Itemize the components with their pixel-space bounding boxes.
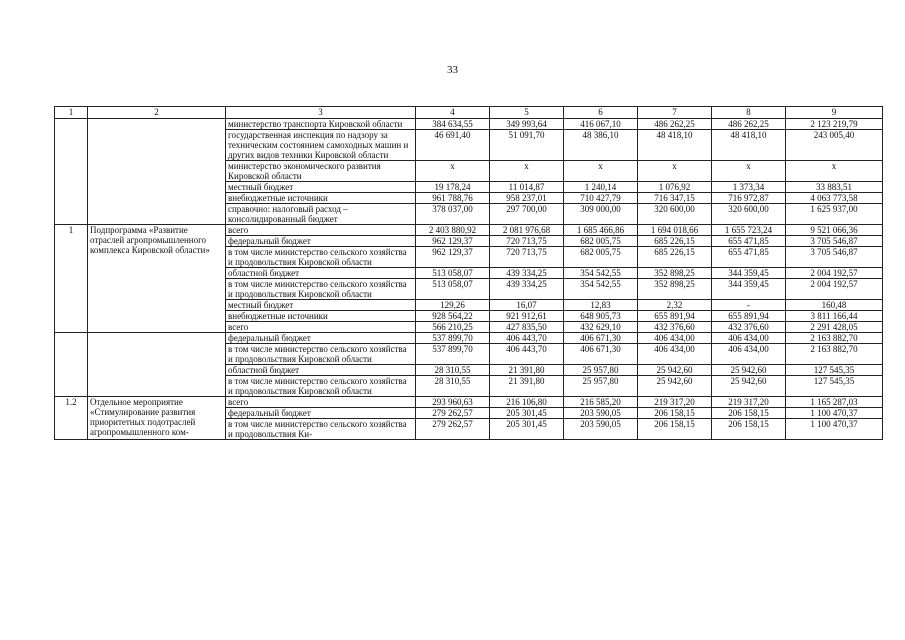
amount-cell: 3 811 166,44	[786, 311, 883, 322]
amount-cell: 344 359,45	[712, 268, 786, 279]
amount-cell: 219 317,20	[712, 397, 786, 408]
page-number: 33	[447, 64, 458, 76]
header-cell: 2	[88, 107, 226, 119]
funding-source-cell: внебюджетные источники	[226, 193, 416, 204]
amount-cell: 25 957,80	[564, 376, 638, 397]
funding-source-cell: местный бюджет	[226, 300, 416, 311]
amount-cell: 279 262,57	[416, 408, 490, 419]
amount-cell: 2 291 428,05	[786, 322, 883, 333]
amount-cell: 682 005,75	[564, 236, 638, 247]
amount-cell: 2 163 882,70	[786, 333, 883, 344]
amount-cell: 21 391,80	[490, 376, 564, 397]
amount-cell: 203 590,05	[564, 419, 638, 440]
amount-cell: 432 629,10	[564, 322, 638, 333]
funding-source-cell: федеральный бюджет	[226, 236, 416, 247]
amount-cell: 2 403 880,92	[416, 225, 490, 236]
amount-cell: 439 334,25	[490, 268, 564, 279]
funding-source-cell: в том числе министерство сельского хозяйства и продовольствия Кировской области	[226, 247, 416, 268]
budget-table	[54, 106, 883, 440]
amount-cell: 406 671,30	[564, 344, 638, 365]
amount-cell: 1 655 723,24	[712, 225, 786, 236]
amount-cell: 432 376,60	[712, 322, 786, 333]
header-cell: 6	[564, 107, 638, 119]
header-cell: 9	[786, 107, 883, 119]
amount-cell: 21 391,80	[490, 365, 564, 376]
row-number-cell	[55, 119, 88, 225]
amount-cell: 352 898,25	[638, 268, 712, 279]
amount-cell: 354 542,55	[564, 279, 638, 300]
program-name-cell	[88, 119, 226, 225]
funding-source-cell: областной бюджет	[226, 268, 416, 279]
amount-cell: 1 165 287,03	[786, 397, 883, 408]
amount-cell: 720 713,75	[490, 236, 564, 247]
amount-cell: 710 427,79	[564, 193, 638, 204]
amount-cell: 46 691,40	[416, 130, 490, 161]
amount-cell: 51 091,70	[490, 130, 564, 161]
amount-cell: 1 685 466,86	[564, 225, 638, 236]
amount-cell: 537 899,70	[416, 333, 490, 344]
amount-cell: 25 957,80	[564, 365, 638, 376]
amount-cell: 9 521 066,36	[786, 225, 883, 236]
amount-cell: 216 585,20	[564, 397, 638, 408]
amount-cell: 19 178,24	[416, 182, 490, 193]
amount-cell: 486 262,25	[712, 119, 786, 130]
funding-source-cell: министерство экономического развития Кировской области	[226, 161, 416, 182]
table-row	[55, 333, 883, 344]
amount-cell: х	[638, 161, 712, 182]
amount-cell: 406 434,00	[638, 344, 712, 365]
amount-cell: 349 993,64	[490, 119, 564, 130]
amount-cell: 566 210,25	[416, 322, 490, 333]
table-row	[55, 397, 883, 408]
amount-cell: -	[712, 300, 786, 311]
funding-source-cell: местный бюджет	[226, 182, 416, 193]
funding-source-cell: государственная инспекция по надзору за техническим состоянием самоходных машин и других видов техники Кировской области	[226, 130, 416, 161]
row-number-cell	[55, 333, 88, 397]
amount-cell: 2 081 976,68	[490, 225, 564, 236]
amount-cell: 716 347,15	[638, 193, 712, 204]
amount-cell: 127 545,35	[786, 365, 883, 376]
amount-cell: х	[564, 161, 638, 182]
amount-cell: 406 434,00	[638, 333, 712, 344]
amount-cell: 537 899,70	[416, 344, 490, 365]
funding-source-cell: областной бюджет	[226, 365, 416, 376]
amount-cell: 416 067,10	[564, 119, 638, 130]
amount-cell: 48 418,10	[638, 130, 712, 161]
amount-cell: 2,32	[638, 300, 712, 311]
amount-cell: 655 471,85	[712, 247, 786, 268]
amount-cell: 1 373,34	[712, 182, 786, 193]
header-cell: 4	[416, 107, 490, 119]
amount-cell: 205 301,45	[490, 408, 564, 419]
program-name-cell	[88, 333, 226, 397]
row-number-cell: 1.2	[55, 397, 88, 440]
amount-cell: 3 705 546,87	[786, 247, 883, 268]
amount-cell: 279 262,57	[416, 419, 490, 440]
header-cell: 5	[490, 107, 564, 119]
amount-cell: 406 671,30	[564, 333, 638, 344]
amount-cell: 320 600,00	[712, 204, 786, 225]
amount-cell: 129,26	[416, 300, 490, 311]
amount-cell: 406 443,70	[490, 333, 564, 344]
amount-cell: 297 700,00	[490, 204, 564, 225]
amount-cell: 685 226,15	[638, 247, 712, 268]
amount-cell: 439 334,25	[490, 279, 564, 300]
amount-cell: 33 883,51	[786, 182, 883, 193]
amount-cell: х	[712, 161, 786, 182]
table-body	[55, 119, 883, 440]
amount-cell: 1 625 937,00	[786, 204, 883, 225]
row-number-cell: 1	[55, 225, 88, 333]
amount-cell: 513 058,07	[416, 268, 490, 279]
amount-cell: 28 310,55	[416, 365, 490, 376]
funding-source-cell: министерство транспорта Кировской области	[226, 119, 416, 130]
amount-cell: 406 434,00	[712, 333, 786, 344]
funding-source-cell: в том числе министерство сельского хозяйства и продовольствия Ки-	[226, 419, 416, 440]
header-cell: 3	[226, 107, 416, 119]
amount-cell: 2 004 192,57	[786, 279, 883, 300]
amount-cell: 720 713,75	[490, 247, 564, 268]
amount-cell: 432 376,60	[638, 322, 712, 333]
amount-cell: 219 317,20	[638, 397, 712, 408]
funding-source-cell: внебюджетные источники	[226, 311, 416, 322]
amount-cell: 716 972,87	[712, 193, 786, 204]
amount-cell: 48 386,10	[564, 130, 638, 161]
amount-cell: 1 100 470,37	[786, 408, 883, 419]
amount-cell: 127 545,35	[786, 376, 883, 397]
amount-cell: 48 418,10	[712, 130, 786, 161]
program-name-cell: Отдельное мероприятие «Стимулирование развития приоритетных подотраслей агропромышленного ком-	[88, 397, 226, 440]
amount-cell: 1 100 470,37	[786, 419, 883, 440]
amount-cell: 378 037,00	[416, 204, 490, 225]
amount-cell: 486 262,25	[638, 119, 712, 130]
amount-cell: 206 158,15	[712, 408, 786, 419]
amount-cell: 320 600,00	[638, 204, 712, 225]
amount-cell: 1 076,92	[638, 182, 712, 193]
amount-cell: 384 634,55	[416, 119, 490, 130]
funding-source-cell: в том числе министерство сельского хозяйства и продовольствия Кировской области	[226, 376, 416, 397]
funding-source-cell: федеральный бюджет	[226, 408, 416, 419]
table-row	[55, 119, 883, 130]
amount-cell: 1 694 018,66	[638, 225, 712, 236]
amount-cell: 958 237,01	[490, 193, 564, 204]
funding-source-cell: в том числе министерство сельского хозяйства и продовольствия Кировской области	[226, 279, 416, 300]
amount-cell: 648 905,73	[564, 311, 638, 322]
program-name-cell: Подпрограмма «Развитие отраслей агропромышленного комплекса Кировской области»	[88, 225, 226, 333]
amount-cell: 243 005,40	[786, 130, 883, 161]
amount-cell: 344 359,45	[712, 279, 786, 300]
amount-cell: 655 891,94	[712, 311, 786, 322]
amount-cell: 655 471,85	[712, 236, 786, 247]
amount-cell: 685 226,15	[638, 236, 712, 247]
amount-cell: 406 443,70	[490, 344, 564, 365]
amount-cell: 3 705 546,87	[786, 236, 883, 247]
funding-source-cell: всего	[226, 322, 416, 333]
amount-cell: 28 310,55	[416, 376, 490, 397]
table-header	[55, 107, 883, 119]
amount-cell: 25 942,60	[712, 365, 786, 376]
amount-cell: 293 960,63	[416, 397, 490, 408]
funding-source-cell: всего	[226, 225, 416, 236]
amount-cell: 309 000,00	[564, 204, 638, 225]
amount-cell: 216 106,80	[490, 397, 564, 408]
amount-cell: 655 891,94	[638, 311, 712, 322]
amount-cell: 2 004 192,57	[786, 268, 883, 279]
amount-cell: 962 129,37	[416, 247, 490, 268]
funding-source-cell: справочно: налоговый расход – консолидированный бюджет	[226, 204, 416, 225]
amount-cell: 11 014,87	[490, 182, 564, 193]
funding-source-cell: в том числе министерство сельского хозяйства и продовольствия Кировской области	[226, 344, 416, 365]
amount-cell: 1 240,14	[564, 182, 638, 193]
amount-cell: 2 123 219,79	[786, 119, 883, 130]
amount-cell: х	[416, 161, 490, 182]
amount-cell: 160,48	[786, 300, 883, 311]
funding-source-cell: федеральный бюджет	[226, 333, 416, 344]
amount-cell: 427 835,50	[490, 322, 564, 333]
amount-cell: 203 590,05	[564, 408, 638, 419]
amount-cell: 16,07	[490, 300, 564, 311]
table-row	[55, 225, 883, 236]
amount-cell: 206 158,15	[638, 408, 712, 419]
amount-cell: 2 163 882,70	[786, 344, 883, 365]
amount-cell: 25 942,60	[638, 376, 712, 397]
amount-cell: 354 542,55	[564, 268, 638, 279]
amount-cell: 4 063 773,58	[786, 193, 883, 204]
amount-cell: 513 058,07	[416, 279, 490, 300]
amount-cell: 921 912,61	[490, 311, 564, 322]
amount-cell: 406 434,00	[712, 344, 786, 365]
amount-cell: 962 129,37	[416, 236, 490, 247]
amount-cell: 682 005,75	[564, 247, 638, 268]
amount-cell: х	[490, 161, 564, 182]
amount-cell: 25 942,60	[712, 376, 786, 397]
amount-cell: 12,83	[564, 300, 638, 311]
header-cell: 7	[638, 107, 712, 119]
amount-cell: х	[786, 161, 883, 182]
amount-cell: 352 898,25	[638, 279, 712, 300]
header-cell: 8	[712, 107, 786, 119]
amount-cell: 206 158,15	[712, 419, 786, 440]
header-cell: 1	[55, 107, 88, 119]
funding-source-cell: всего	[226, 397, 416, 408]
amount-cell: 25 942,60	[638, 365, 712, 376]
amount-cell: 206 158,15	[638, 419, 712, 440]
amount-cell: 205 301,45	[490, 419, 564, 440]
amount-cell: 928 564,22	[416, 311, 490, 322]
amount-cell: 961 788,76	[416, 193, 490, 204]
